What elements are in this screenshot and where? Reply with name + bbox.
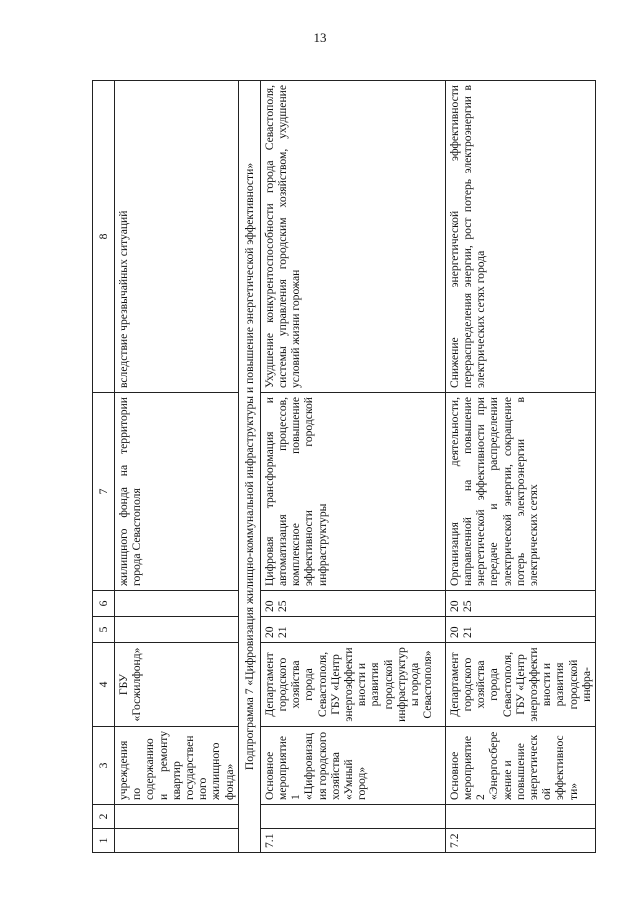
cell-end-year <box>115 591 239 617</box>
cell-col2 <box>260 805 445 829</box>
cell-number: 7.1 <box>260 829 445 853</box>
subprogram-row <box>238 81 260 853</box>
cell-number <box>115 829 239 853</box>
col-header-7: 7 <box>93 393 115 591</box>
cell-col2 <box>445 805 595 829</box>
cell-expected-result: Организация деятельности, направленной на повышение энергетической эффективности при передаче и распределении электрической энергии, сокращение потерь электроэнергии в электрических сетях <box>445 393 595 591</box>
rotated-table-container <box>92 81 593 853</box>
cell-measure-name: Основное мероприятие 1 «Цифровизация городского хозяйства «Умный город» <box>260 727 445 805</box>
col-header-1: 1 <box>93 829 115 853</box>
cell-expected-result: Цифровая трансформация и автоматизация процессов, комплексное повышение эффективности городской инфраструктуры <box>260 393 445 591</box>
cell-measure-name: Основное мероприятие 2 «Энергосбережение и повышение энергетической эффективности» <box>445 727 595 805</box>
cell-start-year: 2021 <box>445 617 595 643</box>
cell-executor: ГБУ «Госжилфонд» <box>115 643 239 727</box>
cell-expected-result: жилищного фонда на территории города Севастополя <box>115 393 239 591</box>
cell-executor: Департамент городского хозяйства города Севастополя, ГБУ «Центр энергоэффективности и развития городской инфра- <box>445 643 595 727</box>
cell-consequences: Ухудшение конкурентоспособности города Севастополя, системы управления городским хозяйством, ухудшение условий жизни горожан <box>260 81 445 393</box>
col-header-2: 2 <box>93 805 115 829</box>
cell-measure-name: учреждения по содержанию и ремонту квартир государственного жилищного фонда» <box>115 727 239 805</box>
cell-end-year: 2025 <box>445 591 595 617</box>
col-header-8: 8 <box>93 81 115 393</box>
cell-col2 <box>115 805 239 829</box>
col-header-5: 5 <box>93 617 115 643</box>
subprogram-title: Подпрограмма 7 «Цифровизация жилищно-коммунальной инфраструктуры и повышение энергетической эффективности» <box>238 81 260 853</box>
table-row <box>445 81 595 853</box>
cell-consequences: вследствие чрезвычайных ситуаций <box>115 81 239 393</box>
page-number: 13 <box>313 30 327 45</box>
cell-start-year <box>115 617 239 643</box>
cell-executor: Департамент городского хозяйства города Севастополя, ГБУ «Центр энергоэффективности и развития городской инфраструктуры города Севастополя» <box>260 643 445 727</box>
col-header-6: 6 <box>93 591 115 617</box>
col-header-4: 4 <box>93 643 115 727</box>
cell-consequences: Снижение энергетической эффективности перераспределения энергии, рост потерь электроэнергии в электрических сетях города <box>445 81 595 393</box>
col-header-3: 3 <box>93 727 115 805</box>
cell-number: 7.2 <box>445 829 595 853</box>
table-row <box>260 81 445 853</box>
column-number-row <box>93 81 115 853</box>
cell-start-year: 2021 <box>260 617 445 643</box>
measures-table <box>92 80 596 853</box>
cell-end-year: 2025 <box>260 591 445 617</box>
table-row <box>115 81 239 853</box>
